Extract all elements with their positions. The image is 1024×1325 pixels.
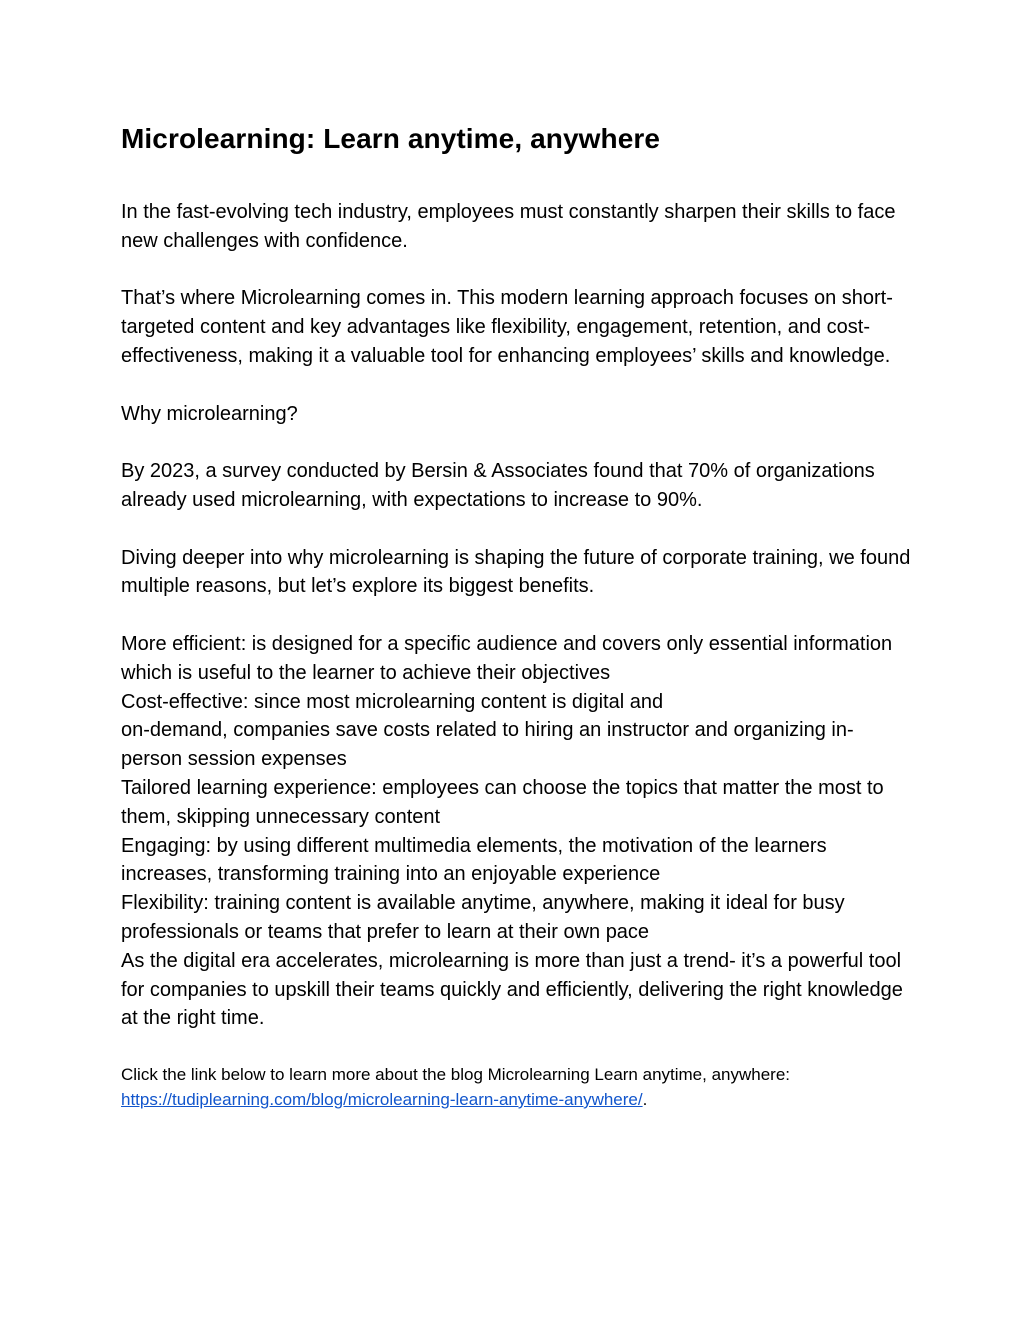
document-content (121, 118, 911, 1112)
benefit-tailored: Tailored learning experience: employees can choose the topics that matter the most to them, skipping unnecessary content (121, 776, 884, 828)
conclusion-paragraph: As the digital era accelerates, microlearning is more than just a trend- it’s a powerful tool for companies to upskill their teams quickly and efficiently, delivering the right knowledge at the right time. (121, 949, 903, 1030)
footer-text: Click the link below to learn more about the blog Microlearning Learn anytime, anywhere: (121, 1064, 791, 1084)
benefit-engaging: Engaging: by using different multimedia elements, the motivation of the learners increases, transforming training into an enjoyable experience (121, 834, 827, 886)
document-title: Microlearning: Learn anytime, anywhere (121, 123, 661, 154)
benefit-cost-effective-cont: on-demand, companies save costs related to hiring an instructor and organizing in-person session expenses (121, 719, 854, 771)
intro-paragraph: In the fast-evolving tech industry, employees must constantly sharpen their skills to face new challenges with confidence. (121, 201, 896, 252)
section-heading-why: Why microlearning? (121, 402, 298, 425)
benefit-more-efficient: More efficient: is designed for a specific audience and covers only essential information which is useful to the learner to achieve their objectives (121, 632, 893, 684)
survey-paragraph: By 2023, a survey conducted by Bersin & Associates found that 70% of organizations already used microlearning, with expectations to increase to 90%. (121, 460, 875, 511)
blog-link[interactable]: https://tudiplearning.com/blog/microlearning-learn-anytime-anywhere/ (121, 1089, 643, 1109)
footer-note (121, 1062, 911, 1112)
benefit-flexibility: Flexibility: training content is available anytime, anywhere, making it ideal for busy professionals or teams that prefer to learn at their own pace (121, 892, 845, 943)
benefit-cost-effective: Cost-effective: since most microlearning content is digital and (121, 690, 664, 713)
benefits-intro-paragraph: Diving deeper into why microlearning is shaping the future of corporate training, we found multiple reasons, but let’s explore its biggest benefits. (121, 546, 911, 598)
approach-paragraph: That’s where Microlearning comes in. This modern learning approach focuses on short-targeted content and key advantages like flexibility, engagement, retention, and cost-effectiveness, making it a valuable tool for enhancing employees’ skills and knowledge. (121, 287, 893, 367)
footer-period: . (642, 1089, 648, 1109)
